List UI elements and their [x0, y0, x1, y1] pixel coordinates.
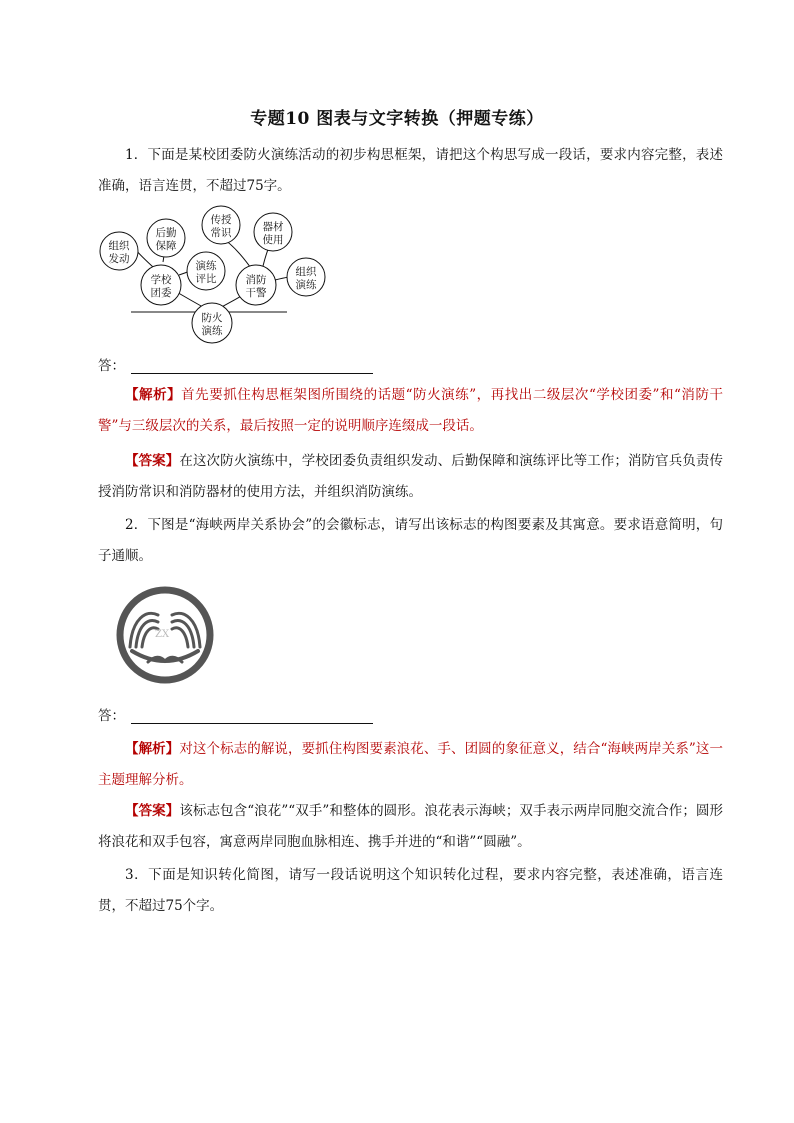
node-n2-line1: 后勤 [155, 227, 177, 239]
q2-key [98, 796, 723, 858]
page-title: 专题10 图表与文字转换（押题专练） [250, 109, 544, 129]
q1-key-text: 在这次防火演练中，学校团委负责组织发动、后勤保障和演练评比等工作；消防官兵负责传授消防常识和消防器材的使用方法，并组织消防演练。 [98, 453, 724, 500]
question-3-text: 3．下面是知识转化简图，请写一段话说明这个知识转化过程，要求内容完整，表述准确，语言连贯，不超过75个字。 [98, 867, 723, 914]
node-n6-line1: 组织 [295, 266, 317, 278]
q1-key-tag: 【答案】 [125, 453, 180, 469]
node-n5-line1: 器材 [262, 221, 284, 233]
q2-analysis-text: 对这个标志的解说，要抓住构图要素浪花、手、团圆的象征意义，结合“海峡两岸关系”这一主题理解分析。 [98, 741, 723, 788]
q2-answer-line [131, 709, 373, 724]
node-n3-line2: 评比 [195, 273, 217, 285]
logo-watermark: ZX [155, 629, 170, 640]
node-n4-line2: 常识 [210, 227, 232, 239]
left-hub-line2: 团委 [150, 287, 172, 299]
node-n6-line2: 演练 [295, 279, 317, 291]
node-n2-line2: 保障 [155, 240, 177, 252]
node-n1-line1: 组织 [108, 240, 130, 252]
q1-analysis-text: 首先要抓住构思框架图所围绕的话题“防火演练”，再找出二级层次“学校团委”和“消防干警”与三级层次的关系，最后按照一定的说明顺序连缀成一段话。 [98, 387, 723, 434]
q1-answer-label: 答： [98, 358, 125, 374]
node-n3-line1: 演练 [195, 260, 217, 272]
cross-strait-logo [108, 585, 223, 685]
q2-analysis [98, 734, 723, 796]
node-n4-line1: 传授 [210, 214, 232, 226]
q2-answer-blank[interactable] [98, 704, 373, 724]
q2-key-text: 该标志包含“浪花”“双手”和整体的圆形。浪花表示海峡；双手表示两岸同胞交流合作；圆形将浪花和双手包容，寓意两岸同胞血脉相连、携手并进的“和谐”“圆融”。 [98, 803, 724, 850]
q1-answer-blank[interactable] [98, 354, 373, 374]
right-hub-line2: 干警 [245, 287, 267, 299]
node-n1-line2: 发动 [108, 253, 130, 265]
q1-analysis [98, 380, 723, 442]
root-line2: 演练 [201, 325, 223, 337]
q1-answer-line [131, 359, 373, 374]
question-1-text: 1．下面是某校团委防火演练活动的初步构思框架，请把这个构思写成一段话，要求内容完整，表述准确，语言连贯，不超过75字。 [98, 147, 723, 194]
right-hub-line1: 消防 [245, 274, 267, 286]
root-line1: 防火 [201, 312, 223, 324]
q2-key-tag: 【答案】 [125, 803, 180, 819]
q1-concept-diagram [95, 205, 330, 347]
q2-answer-label: 答： [98, 708, 125, 724]
node-n5-line2: 使用 [262, 234, 284, 246]
q1-key [98, 446, 723, 508]
q2-analysis-tag: 【解析】 [125, 741, 180, 757]
q1-analysis-tag: 【解析】 [125, 387, 182, 403]
question-2-text: 2．下图是“海峡两岸关系协会”的会徽标志，请写出该标志的构图要素及其寓意。要求语意简明，句子通顺。 [98, 517, 723, 564]
left-hub-line1: 学校 [150, 274, 172, 286]
